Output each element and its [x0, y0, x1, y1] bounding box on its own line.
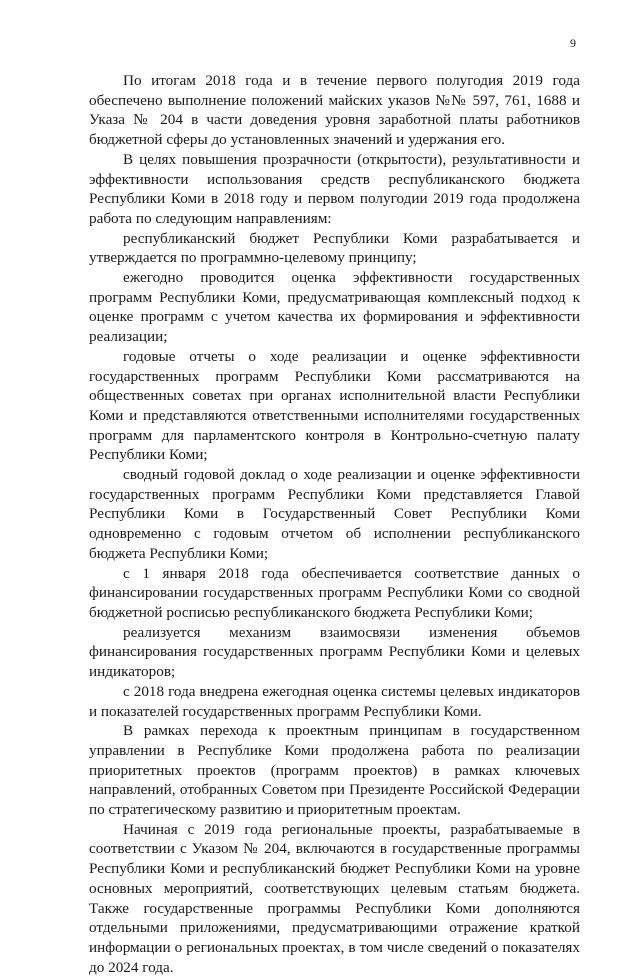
list-item-indicator-assessment: с 2018 года внедрена ежегодная оценка системы целевых индикаторов и показателей государственных программ Республики Коми.	[89, 682, 580, 720]
list-item-interconnection-mechanism: реализуется механизм взаимосвязи изменения объемов финансирования государственных программ Республики Коми и целевых индикаторов;	[89, 623, 580, 681]
paragraph-project-principles: В рамках перехода к проектным принципам в государственном управлении в Республике Коми продолжена работа по реализации приоритетных проектов (программ проектов) в рамках ключевых направлений, отобранных Советом при Президенте Российской Федерации по стратегическому развитию и приоритетным проектам.	[89, 722, 580, 819]
paragraph-may-decrees: По итогам 2018 года и в течение первого полугодия 2019 года обеспечено выполнение положений майских указов №№ 597, 761, 1688 и Указа № 204 в части доведения уровня заработной платы работников бюджетной сферы до установленных значений и удержания его.	[89, 72, 580, 149]
page-number: 9	[570, 36, 576, 50]
list-item-efficiency-assessment: ежегодно проводится оценка эффективности государственных программ Республики Коми, предусматривающая комплексный подход к оценке программ с учетом качества их формирования и эффективности реализации;	[89, 269, 580, 346]
paragraph-transparency-intro: В целях повышения прозрачности (открытости), результативности и эффективности использования средств республиканского бюджета Республики Коми в 2018 году и первом полугодии 2019 года продолжена работа по следующим направлениям:	[89, 150, 580, 227]
list-item-summary-report: сводный годовой доклад о ходе реализации и оценке эффективности государственных программ Республики Коми представляется Главой Республики Коми в Государственный Совет Республики Коми одновременно с годовым отчетом об исполнении республиканского бюджета Республики Коми;	[89, 466, 580, 562]
document-body	[89, 71, 580, 977]
list-item-financing-conformity: с 1 января 2018 года обеспечивается соответствие данных о финансировании государственных программ Республики Коми со сводной бюджетной росписью республиканского бюджета Республики Коми;	[89, 564, 580, 621]
list-item-annual-reports: годовые отчеты о ходе реализации и оценке эффективности государственных программ Республики Коми рассматриваются на общественных советах при органах исполнительной власти Республики Коми и представляются ответственными исполнителями государственных программ для парламентского контроля в Контрольно-счетную палату Республики Коми;	[89, 347, 580, 464]
paragraph-regional-projects: Начиная с 2019 года региональные проекты, разрабатываемые в соответствии с Указом № 204, включаются в государственные программы Республики Коми и республиканский бюджет Республики Коми на уровне основных мероприятий, соответствующих целевым статьям бюджета. Также государственные программы Республики Коми дополняются отдельными приложениями, предусматривающими отражение краткой информации о региональных проектах, в том числе сведений о показателях до 2024 года.	[89, 820, 580, 976]
list-item-program-budget: республиканский бюджет Республики Коми разрабатывается и утверждается по программно-целевому принципу;	[89, 229, 580, 267]
